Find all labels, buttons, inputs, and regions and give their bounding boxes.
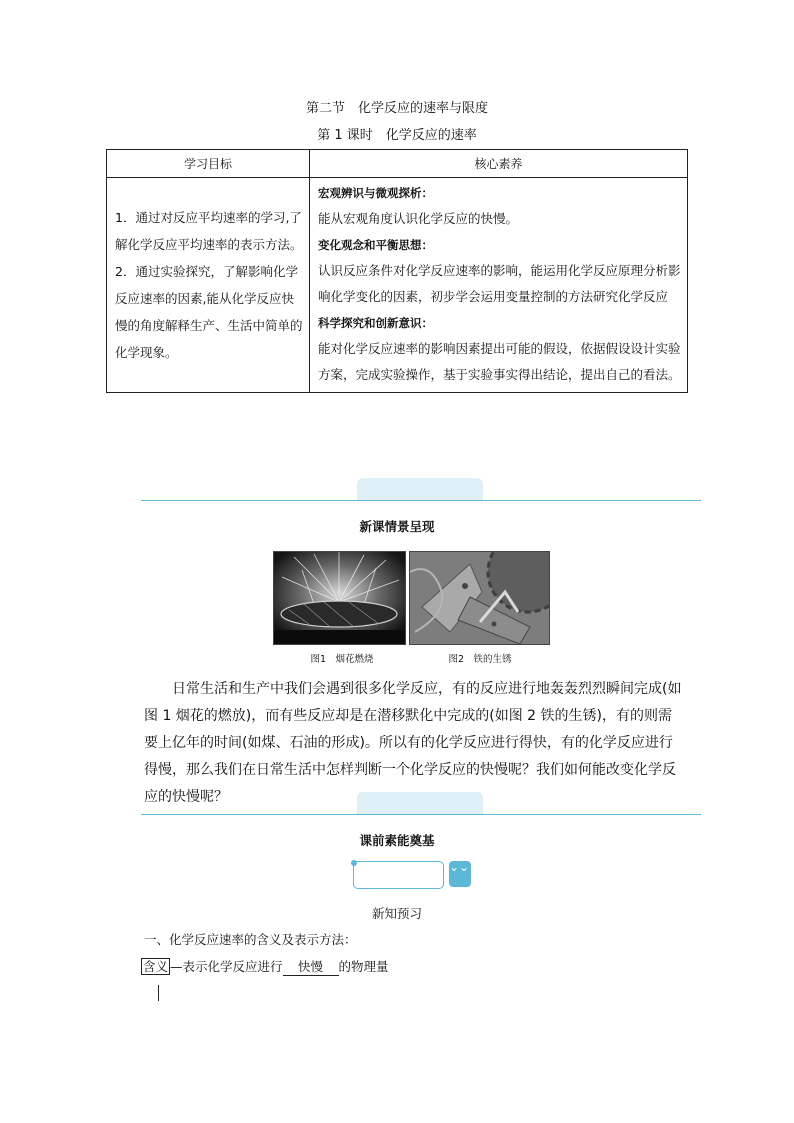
dot-icon (351, 860, 357, 866)
preview-subtitle: 新知预习 (371, 906, 422, 921)
section-divider (141, 814, 701, 815)
goal-header: 学习目标 (107, 150, 310, 178)
goals-cell (107, 178, 310, 393)
definition-tail: 的物理量 (338, 959, 389, 974)
bracket-line (158, 985, 159, 1001)
literacy-cell (310, 178, 688, 393)
preview-box-mark (353, 861, 444, 889)
literacy-heading: 科学探究和创新意识： (318, 316, 433, 330)
section-tab (357, 792, 483, 814)
definition-text: —表示化学反应进行 (170, 959, 283, 974)
literacy-text: 能对化学反应速率的影响因素提出可能的假设，依据假设设计实验方案，完成实验操作，基于实验事实得出结论，提出自己的看法。 (318, 341, 681, 382)
literacy-heading: 变化观念和平衡思想： (318, 238, 433, 252)
objectives-table (106, 149, 688, 393)
heading-definition: 一、化学反应速率的含义及表示方法： (144, 932, 357, 947)
literacy-heading: 宏观辨识与微观探析： (318, 186, 433, 200)
fig2-caption: 图2 铁的生锈 (448, 654, 512, 665)
literacy-text: 认识反应条件对化学反应速率的影响，能运用化学反应原理分析影响化学变化的因素，初步学会运用变量控制的方法研究化学反应 (318, 263, 681, 304)
fig1-caption: 图1 烟花燃烧 (310, 654, 374, 665)
prep-section-title: 课前素能奠基 (359, 833, 435, 848)
definition-blank: 快慢 (283, 957, 339, 976)
definition-line (141, 957, 389, 976)
rust-photo (409, 551, 550, 645)
scene-section-title: 新课情景呈现 (359, 519, 435, 534)
definition-term: 含义 (143, 959, 169, 974)
goal-item: 2．通过实验探究，了解影响化学反应速率的因素,能从化学反应快慢的角度解释生产、生活中简单的化学现象。 (115, 264, 303, 360)
section-tab (357, 478, 483, 500)
fireworks-photo (273, 551, 406, 645)
literacy-header: 核心素养 (310, 150, 688, 178)
section-divider (141, 500, 701, 501)
goal-item: 1．通过对反应平均速率的学习,了解化学反应平均速率的表示方法。 (115, 210, 303, 252)
scene-paragraph: 日常生活和生产中我们会遇到很多化学反应，有的反应进行地轰轰烈烈瞬间完成(如图 1 烟花的燃放)，而有些反应却是在潜移默化中完成的(如图 2 铁的生锈)，有的则需要上亿年的时间(如煤、石油的形成)。所以有的化学反应进行得快，有的化学反应进行得慢，那么我们在日常生活中怎样判断一个化学反应的快慢呢？我们如何能改变化学反应的快慢呢？ (144, 681, 682, 805)
literacy-text: 能从宏观角度认识化学反应的快慢。 (318, 211, 519, 226)
section-title: 第二节 化学反应的速率与限度 (305, 101, 488, 116)
chevron-down-icon: ⌄⌄⌄ (449, 861, 471, 887)
lesson-title: 第 1 课时 化学反应的速率 (317, 128, 477, 143)
